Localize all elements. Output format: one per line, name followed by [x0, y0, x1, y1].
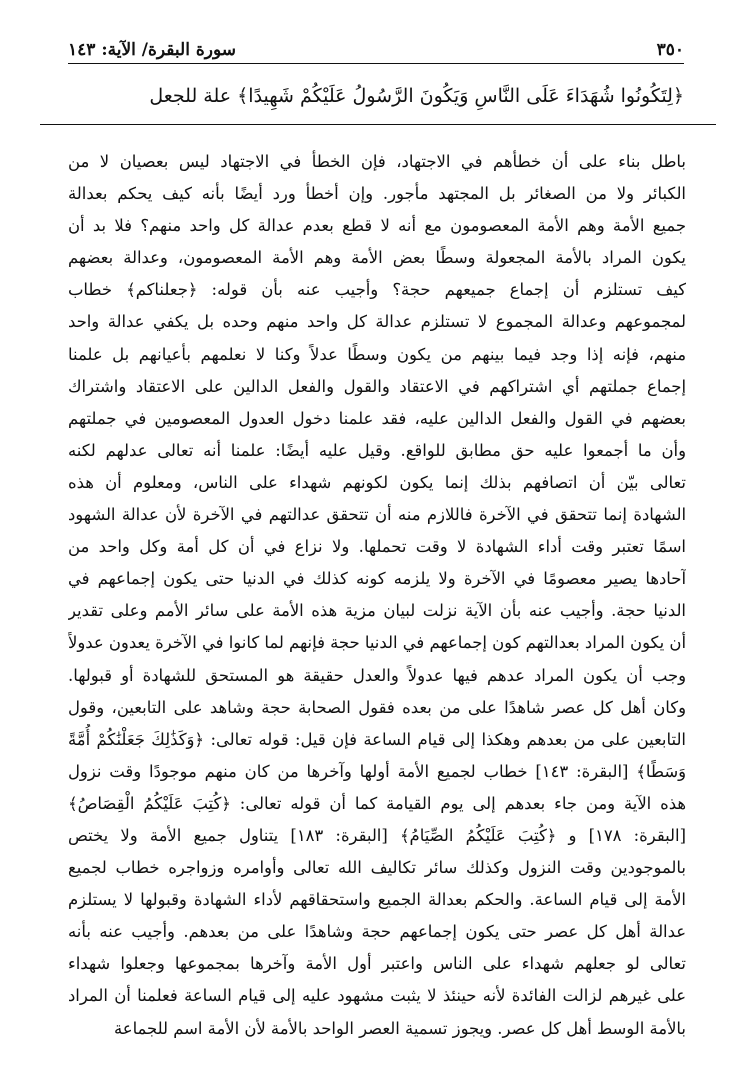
surah-reference: سورة البقرة/ الآية: ١٤٣ [68, 40, 236, 60]
text-line: بالأمة الوسط أهل كل عصر. ويجوز تسمية العصر الواحد بالأمة لأن الأمة اسم للجماعة [114, 1018, 686, 1038]
text-line: يكون المراد بالأمة المجعولة وسطًا بعض الأمة وهم الأمة المعصومون، وعدالة بعضهم [68, 248, 686, 268]
text-line: [البقرة: ١٧٨] و ﴿كُتِبَ عَلَيْكُمُ الصِّيَامُ﴾ [البقرة: ١٨٣] يتناول جميع الأمة ولا يختص [68, 825, 686, 845]
text-line: وَسَطًا﴾ [البقرة: ١٤٣] خطاب لجميع الأمة أولها وآخرها من كان منهم موجودًا وقت نزول [68, 761, 686, 781]
body-text [68, 146, 686, 1045]
verse-heading [78, 80, 684, 112]
running-head [68, 32, 684, 64]
page-number: ٣٥٠ [656, 40, 684, 60]
text-line: أن يكون المراد بعدالتهم كون إجماعهم في الدنيا حجة فإنهم لما كانوا في الآخرة يعدون عدولاً [68, 633, 686, 653]
text-line: آحادها يصير معصومًا في الآخرة ولا يلزمه كونه كذلك في الدنيا حتى يكون إجماعهم في [68, 569, 686, 589]
separator-rule [40, 124, 716, 125]
text-line: وأن ما أجمعوا عليه حق مطابق للواقع. وقيل عليه أيضًا: علمنا أنه تعالى عدلهم لكنه [68, 440, 686, 460]
text-line: تعالى بيّن أن اتصافهم بذلك إنما يكون لكونهم شهداء على الناس، ومعلوم أن هذه [68, 472, 686, 492]
text-line: على غيرهم لزالت الفائدة لأنه حينئذ لا يثبت مشهود عليه إلى قيام الساعة فعلمنا أن المراد [68, 986, 686, 1006]
text-line: وجب أن يكون المراد عدهم فيها عدولاً والعدل حقيقة هو المستحق للشهادة أو قبولها. [68, 665, 686, 685]
verse-caption: علة للجعل [149, 85, 232, 107]
text-line: التابعين على من بعدهم وهكذا إلى قيام الساعة فإن قيل: قوله تعالى: ﴿وَكَذَٰلِكَ جَعَلْنَٰكُمْ أُمَّةً [68, 729, 686, 749]
text-line: كيف تستلزم أن إجماع جميعهم حجة؟ وأجيب عنه بأن قوله: ﴿جعلناكم﴾ خطاب [68, 280, 686, 300]
text-line: اسمًا تعتبر وقت أداء الشهادة لا وقت تحملها. ولا نزاع في أن كل أمة وكل واحد من [68, 537, 686, 557]
text-line: الأمة إلى قيام الساعة. والحكم بعدالة الجميع واستحقاقهم لأداء الشهادة وقبولها لا يستلزم [68, 890, 686, 910]
text-line: إجماع جملتهم أي اشتراكهم في الاعتقاد والقول والفعل الدالين على الاعتقاد واشتراك [68, 376, 686, 396]
text-line: بعضهم في القول والفعل الدالين عليه، فقد علمنا دخول العدول المعصومين في جملتهم [68, 408, 686, 428]
text-line: تعالى لو جعلهم شهداء على الناس واعتبر أول الأمة وآخرها بمجموعها وجعلوا شهداء [68, 954, 686, 974]
text-line: الكبائر ولا من الصغائر بل المجتهد مأجور. وإن أخطأ ورد أيضًا بأنه كيف يحكم بعدالة [68, 184, 686, 204]
text-line: منهم، فإنه إذا وجد فيما بينهم من يكون وسطًا عدلاً وكنا لا نعلمهم بأعيانهم بل علمنا [68, 344, 686, 364]
text-line: الشهادة إنما تتحقق في الآخرة فاللازم منه أن تتحقق عدالتهم في الآخرة لأن عدالة الشهود [68, 505, 686, 525]
quran-verse: ﴿لِتَكُونُوا شُهَدَاءَ عَلَى النَّاسِ وَيَكُونَ الرَّسُولُ عَلَيْكُمْ شَهِيدًا﴾ [237, 85, 684, 107]
text-line: عدالة أهل كل عصر حتى يكون إجماعهم حجة وشاهدًا على من بعدهم. وأجيب عنه بأنه [68, 922, 686, 942]
text-line: هذه الآية ومن جاء بعدهم إلى يوم القيامة كما أن قوله تعالى: ﴿كُتِبَ عَلَيْكُمُ الْقِصَاصُ﴾ [68, 793, 686, 813]
text-line: الدنيا حجة. وأجيب عنه بأن الآية نزلت لبيان مزية هذه الأمة على سائر الأمم وعلى تقدير [68, 601, 686, 621]
text-line: جميع الأمة وهم الأمة المعصومون مع أنه لا قطع بعدم عدالة كل واحد منهم؟ فلا بد أن [68, 216, 686, 236]
text-line: باطل بناء على أن خطأهم في الاجتهاد، فإن الخطأ في الاجتهاد ليس بعصيان لا من [68, 152, 686, 171]
text-line: لمجموعهم وعدالة المجموع لا تستلزم عدالة كل واحد منهم وحده بل يكفي عدالة واحد [68, 312, 686, 332]
text-line: بالموجودين وقت النزول وكذلك سائر تكاليف الله تعالى وأوامره وزواجره خطاب لجميع [68, 858, 686, 878]
text-line: وكان أهل كل عصر شاهدًا على من بعده فقول الصحابة حجة وشاهد على التابعين، وقول [68, 697, 686, 717]
